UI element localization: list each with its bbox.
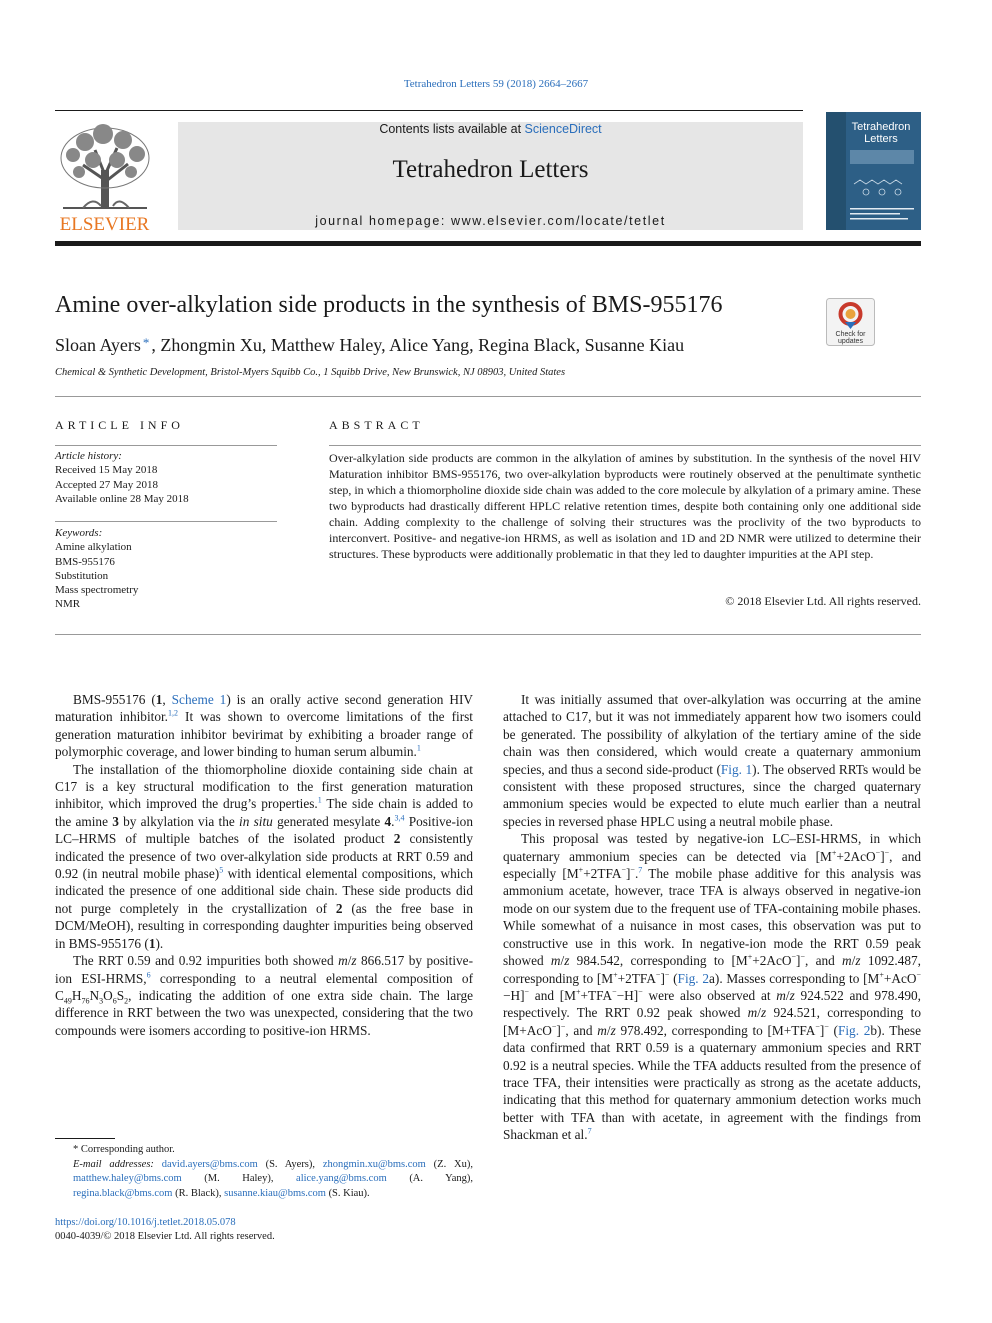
ref-link[interactable]: 7 (638, 865, 643, 875)
check-for-updates-icon (826, 298, 875, 346)
date-received: Received 15 May 2018 (55, 464, 158, 477)
email-link[interactable]: regina.black@bms.com (73, 1187, 173, 1199)
abstract-copyright: © 2018 Elsevier Ltd. All rights reserved. (725, 594, 921, 608)
ref-link[interactable]: 5 (219, 865, 224, 875)
ref-link[interactable]: 3,4 (394, 813, 405, 823)
article-title: Amine over-alkylation side products in the synthesis of BMS-955176 (55, 292, 723, 318)
issn-copyright: 0040-4039/© 2018 Elsevier Ltd. All rights reserved. (55, 1231, 275, 1242)
ref-link[interactable]: 1 (416, 743, 421, 753)
scheme-1-link[interactable]: Scheme 1 (171, 692, 227, 707)
abstract-end-rule (55, 634, 921, 635)
footnote-rule (55, 1138, 115, 1139)
affiliation-rule (55, 396, 921, 397)
email-addresses (55, 1158, 473, 1202)
fig-1-link[interactable]: Fig. 1 (720, 761, 753, 777)
first-author: Sloan Ayers (55, 335, 141, 355)
affiliation: Chemical & Synthetic Development, Bristol-Myers Squibb Co., 1 Squibb Drive, New Brunswick, NJ 08903, United States (55, 367, 566, 378)
corresponding-author-note: * Corresponding author. (73, 1144, 175, 1155)
abstract-text: Over-alkylation side products are common in the alkylation of amines by substitution. In the synthesis of the novel HIV Maturation inhibitor BMS-955176, two over-alkylation byproducts were routinely observed at the penultimate synthetic step, in which a thiomorpholine dioxide side chain was added to the core molecule by alkylation of a primary amine. These two byproducts had drastically different HPLC relative retention times, despite both containing only one additional side chain. Adding complexity to the challenge of solving their structures was the proclivity of the two byproducts to interconvert. Positive- and negative-ion HRMS, as well as isolation and 1D and 2D NMR were utilized to determine their structures. These byproducts were additionally problematic in that they led to daughter impurities at the API step. (329, 451, 921, 561)
abstract-heading: ABSTRACT (329, 418, 424, 432)
elsevier-logo (53, 120, 156, 235)
email-link[interactable]: alice.yang@bms.com (296, 1173, 387, 1184)
email-owner: (A. Yang), (386, 1173, 473, 1184)
badge-line-2: updates (838, 338, 863, 345)
article-info-rule (55, 445, 277, 446)
author-list (55, 335, 684, 356)
corresponding-author-link[interactable]: * (142, 335, 150, 350)
keywords (55, 526, 277, 612)
ref-link[interactable]: 1 (317, 796, 322, 806)
doi-link[interactable]: https://doi.org/10.1016/j.tetlet.2018.05.078 (55, 1217, 236, 1228)
email-link[interactable]: david.ayers@bms.com (161, 1158, 258, 1170)
homepage-prefix: journal homepage: (315, 214, 452, 228)
ref-link[interactable]: 1,2 (168, 708, 179, 718)
keywords-label: Keywords: (55, 527, 103, 539)
homepage-url[interactable]: www.elsevier.com/locate/tetlet (451, 214, 666, 228)
badge-line-1: Check for (835, 331, 866, 338)
ref-link[interactable]: 7 (587, 1126, 592, 1136)
header-thick-rule (55, 241, 921, 246)
cover-title-1: Tetrahedron (851, 121, 911, 133)
keyword: Substitution (55, 569, 109, 582)
ref-link[interactable]: 6 (146, 970, 151, 980)
body-paragraph: This proposal was tested by negative-ion LC–ESI-HRMS, in which quaternary ammonium species can be detected via [M++2AcO−]−, and especially [M++2TFA−]−.$^7$ The mobile phase additive for this analysis was ammonium acetate, however, trace TFA is always observed in negative-ion mode on our system due to the frequent use of TFA-containing mobile phases. While somewhat of a nuisance in most cases, this observation was put to constructive use in this work. In negative-ion mode the RRT 0.59 peak showed m/z 984.542, corresponding to [M++2AcO−]−, and m/z 1092.487, corresponding to [M++2TFA−]− (Fig. 2a). Masses corresponding to [M++AcO−−H]− and [M++TFA−−H]− were also observed at m/z 924.522 and 978.490, respectively. The RRT 0.92 peak showed m/z 924.521, corresponding to [M+AcO−]−, and m/z 978.492, corresponding to [M+TFA−]− (Fig. 2b). These data confirmed that RRT 0.59 is a quaternary ammonium species and RRT 0.92 is a neutral species. While the TFA adducts resulted from the presence of trace TFA, their intensities were practically as strong as the acetate adducts, indicating that this method for quaternary ammonium detection works much better with TFA than with acetate, in agreement with the findings from Shackman et al.$^7$ (503, 831, 922, 1143)
keyword: BMS-955176 (55, 555, 115, 568)
contents-prefix: Contents lists available at (379, 122, 525, 136)
journal-cover-image (826, 112, 921, 230)
email-owner: (Z. Xu), (425, 1158, 473, 1170)
keywords-rule (55, 521, 277, 522)
email-link[interactable]: zhongmin.xu@bms.com (322, 1158, 426, 1170)
keyword: Mass spectrometry (55, 584, 139, 597)
date-accepted: Accepted 27 May 2018 (55, 478, 158, 491)
body-paragraph: It was initially assumed that over-alkylation was occurring at the amine attached to C17, but it was not immediately apparent how two isomers could be generated. The possibility of alkylation of the tertiary amine of the side chain was then considered, which would create a quaternary ammonium species, and thus a second side-product (Fig. 1). The observed RRTs would be consistent with these proposed structures, since the charged quaternary ammonium species would be expected to elute much earlier than a neutral species in reversed phase HPLC using a neutral mobile phase. (503, 692, 922, 829)
keyword: NMR (55, 598, 81, 611)
fig-2b-link[interactable]: Fig. 2 (837, 1022, 871, 1038)
cover-title-2: Letters (864, 133, 898, 145)
email-owner: (M. Haley), (181, 1173, 297, 1184)
email-owner: (R. Black), (172, 1187, 225, 1199)
journal-name: Tetrahedron Letters (392, 156, 589, 183)
sciencedirect-link[interactable]: ScienceDirect (524, 122, 602, 136)
body-column-left (55, 691, 473, 1039)
journal-citation[interactable]: Tetrahedron Letters 59 (2018) 2664–2667 (403, 78, 589, 90)
check-for-updates-badge[interactable] (826, 298, 875, 346)
keyword: Amine alkylation (55, 541, 132, 554)
abstract-rule (329, 445, 921, 446)
body-paragraph: The RRT 0.59 and 0.92 impurities both showed m/z 866.517 by positive-ion ESI-HRMS,$^6$ corresponding to a neutral elemental composition of $C_{49}H_{76}N_3O_6S_2$, indicating the addition of one extra side chain. The large difference in RRT between the two was unexpected, considering that the two compounds were isomers according to positive-ion HRMS. (55, 953, 473, 1038)
contents-line (178, 122, 803, 136)
date-online: Available online 28 May 2018 (55, 492, 189, 505)
email-link[interactable]: susanne.kiau@bms.com (224, 1187, 326, 1199)
article-info-heading: ARTICLE INFO (55, 418, 184, 432)
header-rule (55, 110, 803, 111)
fig-2a-link[interactable]: Fig. 2 (677, 970, 709, 986)
co-authors: , Zhongmin Xu, Matthew Haley, Alice Yang, Regina Black, Susanne Kiau (151, 335, 685, 355)
history-label: Article history: (55, 450, 122, 462)
body-paragraph: BMS-955176 (1, Scheme 1) is an orally active second generation HIV maturation inhibitor.$^{1,2}$ It was shown to overcome limitations of the first generation maturation inhibitor bevirimat by exhibiting a broader range of polymorphic coverage, and lower binding to human serum albumin.$^1$ (55, 692, 474, 760)
email-owner: (S. Ayers), (257, 1158, 323, 1170)
footnote (55, 1143, 473, 1201)
elsevier-tree-icon (53, 120, 156, 235)
email-owner: (S. Kiau). (325, 1187, 370, 1199)
body-column-right (503, 691, 921, 1144)
journal-homepage (178, 214, 803, 228)
body-paragraph: The installation of the thiomorpholine dioxide containing side chain at C17 is a key structural modification to the first generation maturation inhibitor, which improved the drug’s properties.$^1$ The side chain is added to the amine 3 by alkylation via the in situ generated mesylate 4.$^{3,4}$ Positive-ion LC–HRMS of multiple batches of the isolated product 2 consistently indicated the presence of two over-alkylation side products at RRT 0.59 and 0.92 (in neutral mobile phase)$^5$ with identical elemental compositions, which indicated the presence of one additional side chain. These side products did not purge completely in the crystallization of 2 (as the free base in DCM/MeOH), resulting in corresponding daughter impurities being observed in BMS-955176 (1). (55, 761, 474, 951)
journal-cover[interactable] (826, 112, 921, 230)
article-history (55, 449, 277, 506)
email-link[interactable]: matthew.haley@bms.com (73, 1173, 182, 1184)
elsevier-wordmark: ELSEVIER (59, 214, 150, 235)
email-label: E-mail addresses: (73, 1158, 154, 1170)
